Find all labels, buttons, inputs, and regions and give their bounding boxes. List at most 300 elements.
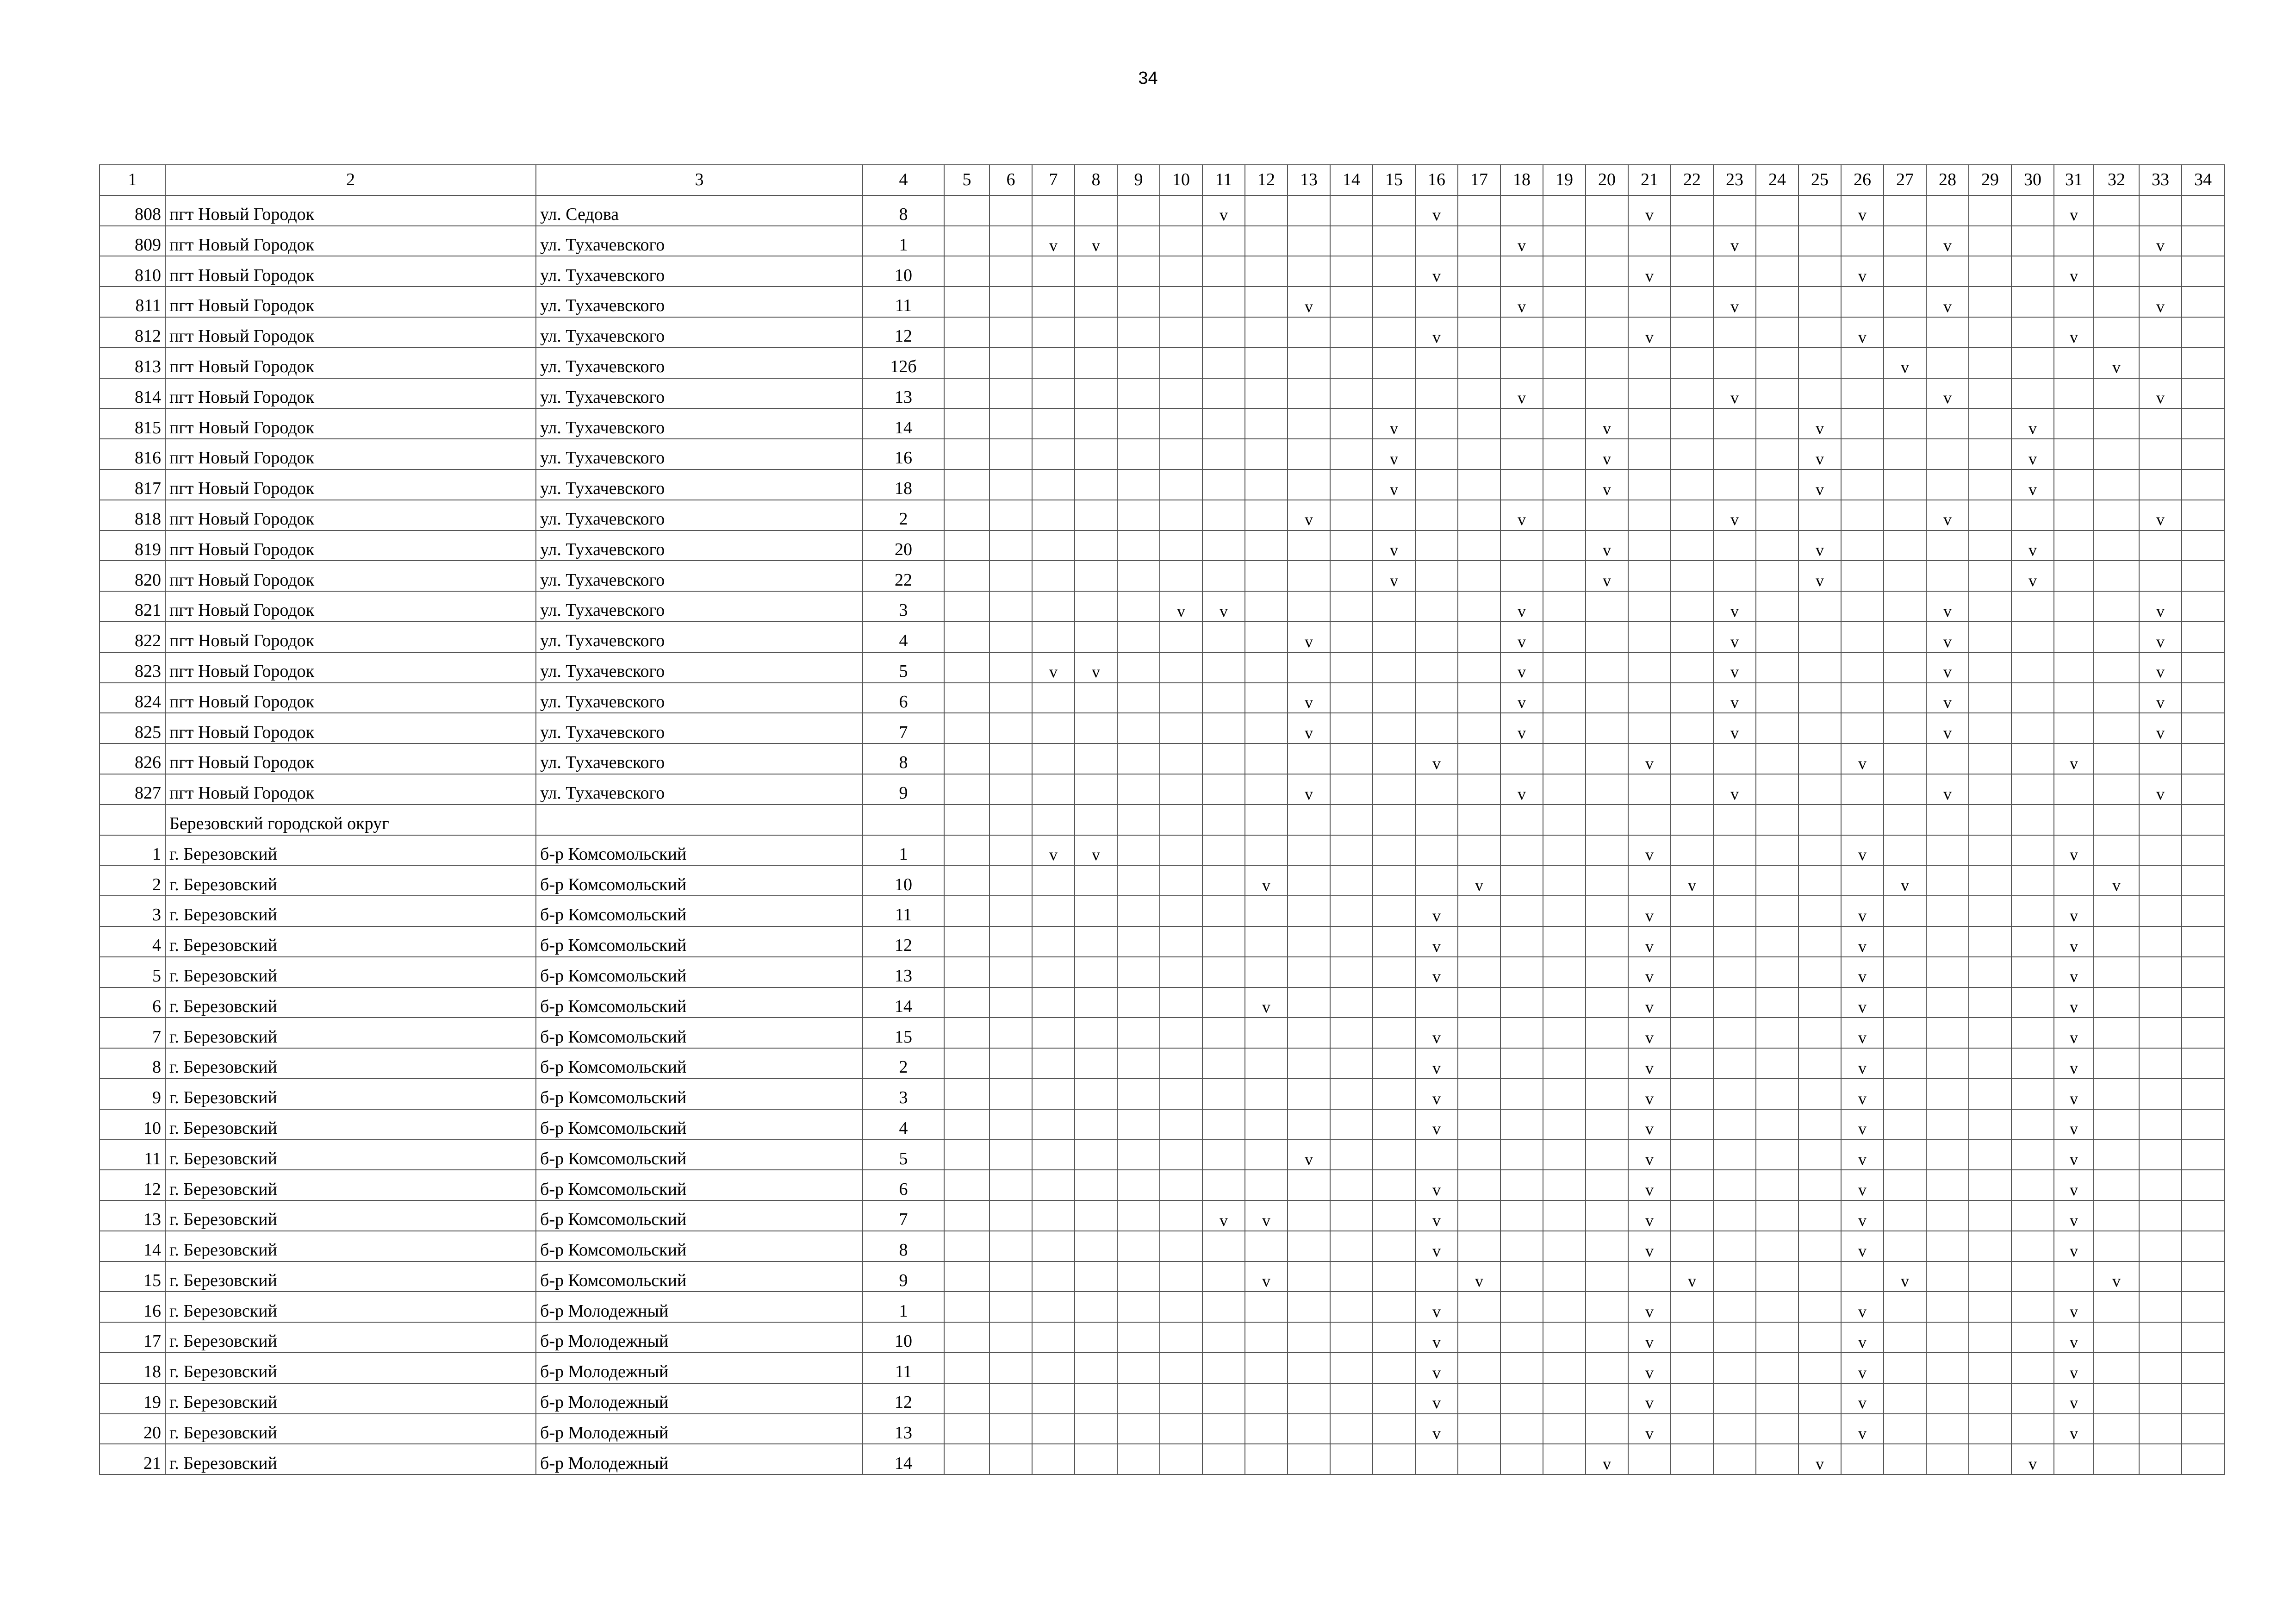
empty-cell bbox=[1202, 439, 1245, 469]
table-row bbox=[100, 622, 2224, 652]
check-mark: v bbox=[2139, 226, 2182, 256]
empty-cell bbox=[2139, 195, 2182, 226]
empty-cell bbox=[2139, 348, 2182, 378]
empty-cell bbox=[2139, 1079, 2182, 1109]
empty-cell bbox=[1075, 1231, 1117, 1262]
empty-cell bbox=[944, 774, 989, 805]
empty-cell bbox=[1671, 195, 1713, 226]
empty-cell bbox=[1202, 1414, 1245, 1444]
empty-cell bbox=[1756, 1262, 1798, 1292]
empty-cell bbox=[1373, 1140, 1415, 1170]
table-row bbox=[100, 1231, 2224, 1262]
empty-cell bbox=[2094, 987, 2139, 1018]
empty-cell bbox=[1117, 805, 1160, 835]
empty-cell bbox=[1458, 408, 1500, 439]
check-mark: v bbox=[1288, 500, 1330, 531]
empty-cell bbox=[1117, 743, 1160, 774]
street-cell: ул. Тухачевского bbox=[536, 743, 863, 774]
empty-cell bbox=[2182, 469, 2224, 500]
row-number: 822 bbox=[100, 622, 165, 652]
empty-cell bbox=[2139, 1140, 2182, 1170]
empty-cell bbox=[1713, 865, 1756, 896]
empty-cell bbox=[2011, 926, 2054, 957]
header-cell: 25 bbox=[1798, 165, 1841, 195]
check-mark: v bbox=[2054, 1048, 2094, 1079]
check-mark: v bbox=[2054, 1200, 2094, 1231]
empty-cell bbox=[1160, 1262, 1202, 1292]
house-cell: 15 bbox=[863, 1018, 944, 1048]
empty-cell bbox=[1841, 805, 1884, 835]
empty-cell bbox=[1628, 531, 1671, 561]
empty-cell bbox=[1330, 926, 1373, 957]
table-row bbox=[100, 1444, 2224, 1474]
empty-cell bbox=[2011, 622, 2054, 652]
header-cell: 29 bbox=[1969, 165, 2011, 195]
check-mark: v bbox=[1628, 1200, 1671, 1231]
check-mark: v bbox=[1798, 531, 1841, 561]
empty-cell bbox=[2182, 1170, 2224, 1200]
check-mark: v bbox=[1373, 469, 1415, 500]
empty-cell bbox=[1160, 957, 1202, 987]
empty-cell bbox=[1500, 1200, 1543, 1231]
empty-cell bbox=[1117, 1200, 1160, 1231]
check-mark: v bbox=[2054, 1414, 2094, 1444]
empty-cell bbox=[1969, 348, 2011, 378]
empty-cell bbox=[1969, 1200, 2011, 1231]
empty-cell bbox=[1628, 408, 1671, 439]
empty-cell bbox=[1288, 1414, 1330, 1444]
settlement-cell: г. Березовский bbox=[165, 1018, 536, 1048]
row-number: 819 bbox=[100, 531, 165, 561]
empty-cell bbox=[1884, 591, 1926, 622]
row-number: 16 bbox=[100, 1292, 165, 1322]
check-mark: v bbox=[1628, 1414, 1671, 1444]
empty-cell bbox=[1245, 1322, 1288, 1353]
empty-cell bbox=[1713, 1048, 1756, 1079]
empty-cell bbox=[1373, 743, 1415, 774]
check-mark: v bbox=[1415, 1200, 1458, 1231]
empty-cell bbox=[1628, 591, 1671, 622]
empty-cell bbox=[1160, 469, 1202, 500]
empty-cell bbox=[944, 317, 989, 348]
empty-cell bbox=[1032, 256, 1075, 287]
empty-cell bbox=[1671, 591, 1713, 622]
empty-cell bbox=[1288, 1109, 1330, 1140]
empty-cell bbox=[1288, 1292, 1330, 1322]
empty-cell bbox=[1330, 1444, 1373, 1474]
street-cell: ул. Тухачевского bbox=[536, 439, 863, 469]
empty-cell bbox=[1075, 1200, 1117, 1231]
empty-cell bbox=[1798, 348, 1841, 378]
house-cell: 12 bbox=[863, 317, 944, 348]
empty-cell bbox=[2182, 805, 2224, 835]
empty-cell bbox=[1032, 1292, 1075, 1322]
empty-cell bbox=[1884, 957, 1926, 987]
check-mark: v bbox=[1500, 713, 1543, 743]
empty-cell bbox=[1926, 1262, 1969, 1292]
check-mark: v bbox=[1500, 226, 1543, 256]
check-mark: v bbox=[1500, 591, 1543, 622]
settlement-cell: г. Березовский bbox=[165, 835, 536, 866]
empty-cell bbox=[1075, 1140, 1117, 1170]
row-number: 10 bbox=[100, 1109, 165, 1140]
empty-cell bbox=[1500, 1383, 1543, 1414]
empty-cell bbox=[1032, 1322, 1075, 1353]
check-mark: v bbox=[1841, 1048, 1884, 1079]
empty-cell bbox=[1288, 1383, 1330, 1414]
header-cell: 7 bbox=[1032, 165, 1075, 195]
check-mark: v bbox=[1415, 1079, 1458, 1109]
empty-cell bbox=[1586, 1231, 1628, 1262]
table-row bbox=[100, 408, 2224, 439]
empty-cell bbox=[1926, 1170, 1969, 1200]
header-cell: 13 bbox=[1288, 165, 1330, 195]
empty-cell bbox=[1671, 896, 1713, 926]
empty-cell bbox=[2011, 195, 2054, 226]
empty-cell bbox=[1500, 1231, 1543, 1262]
check-mark: v bbox=[1458, 865, 1500, 896]
check-mark: v bbox=[2094, 865, 2139, 896]
empty-cell bbox=[1586, 1383, 1628, 1414]
empty-cell bbox=[1926, 195, 1969, 226]
empty-cell bbox=[1798, 1170, 1841, 1200]
empty-cell bbox=[1586, 1048, 1628, 1079]
row-number: 9 bbox=[100, 1079, 165, 1109]
empty-cell bbox=[1969, 1079, 2011, 1109]
empty-cell bbox=[1202, 1444, 1245, 1474]
empty-cell bbox=[1075, 1018, 1117, 1048]
empty-cell bbox=[1969, 531, 2011, 561]
check-mark: v bbox=[1713, 774, 1756, 805]
empty-cell bbox=[1458, 469, 1500, 500]
street-cell: ул. Тухачевского bbox=[536, 622, 863, 652]
empty-cell bbox=[1458, 317, 1500, 348]
empty-cell bbox=[1202, 1262, 1245, 1292]
empty-cell bbox=[1373, 1353, 1415, 1383]
empty-cell bbox=[989, 835, 1032, 866]
check-mark: v bbox=[1415, 1322, 1458, 1353]
empty-cell bbox=[1841, 713, 1884, 743]
empty-cell bbox=[1543, 1353, 1586, 1383]
empty-cell bbox=[1969, 287, 2011, 317]
empty-cell bbox=[1884, 1170, 1926, 1200]
empty-cell bbox=[1032, 1444, 1075, 1474]
header-cell: 34 bbox=[2182, 165, 2224, 195]
header-cell: 20 bbox=[1586, 165, 1628, 195]
empty-cell bbox=[1075, 348, 1117, 378]
check-mark: v bbox=[1841, 1383, 1884, 1414]
table-row bbox=[100, 317, 2224, 348]
schedule-table bbox=[99, 164, 2225, 1475]
empty-cell bbox=[944, 500, 989, 531]
table-row bbox=[100, 1018, 2224, 1048]
empty-cell bbox=[944, 835, 989, 866]
empty-cell bbox=[989, 317, 1032, 348]
empty-cell bbox=[2182, 1383, 2224, 1414]
empty-cell bbox=[1713, 805, 1756, 835]
empty-cell bbox=[1458, 256, 1500, 287]
empty-cell bbox=[2094, 439, 2139, 469]
empty-cell bbox=[1798, 1140, 1841, 1170]
empty-cell bbox=[1245, 743, 1288, 774]
check-mark: v bbox=[2054, 896, 2094, 926]
empty-cell bbox=[1075, 1048, 1117, 1079]
empty-cell bbox=[2139, 1444, 2182, 1474]
empty-cell bbox=[1500, 408, 1543, 439]
empty-cell bbox=[2011, 500, 2054, 531]
check-mark: v bbox=[1841, 256, 1884, 287]
check-mark: v bbox=[1415, 1353, 1458, 1383]
empty-cell bbox=[989, 439, 1032, 469]
empty-cell bbox=[1245, 957, 1288, 987]
empty-cell bbox=[2094, 256, 2139, 287]
empty-cell bbox=[1926, 1109, 1969, 1140]
empty-cell bbox=[1756, 1140, 1798, 1170]
empty-cell bbox=[1884, 1231, 1926, 1262]
settlement-cell: г. Березовский bbox=[165, 1353, 536, 1383]
header-cell: 31 bbox=[2054, 165, 2094, 195]
empty-cell bbox=[1713, 1383, 1756, 1414]
table-row bbox=[100, 896, 2224, 926]
empty-cell bbox=[1117, 896, 1160, 926]
empty-cell bbox=[1841, 591, 1884, 622]
empty-cell bbox=[1884, 774, 1926, 805]
empty-cell bbox=[944, 226, 989, 256]
empty-cell bbox=[1841, 439, 1884, 469]
house-cell: 5 bbox=[863, 1140, 944, 1170]
check-mark: v bbox=[1586, 1444, 1628, 1474]
empty-cell bbox=[1671, 1140, 1713, 1170]
check-mark: v bbox=[1415, 1414, 1458, 1444]
empty-cell bbox=[1500, 1079, 1543, 1109]
row-number: 2 bbox=[100, 865, 165, 896]
empty-cell bbox=[1798, 287, 1841, 317]
empty-cell bbox=[1330, 805, 1373, 835]
row-number: 13 bbox=[100, 1200, 165, 1231]
house-cell: 11 bbox=[863, 896, 944, 926]
empty-cell bbox=[1841, 622, 1884, 652]
settlement-cell: г. Березовский bbox=[165, 1048, 536, 1079]
check-mark: v bbox=[2054, 1353, 2094, 1383]
table-row bbox=[100, 439, 2224, 469]
empty-cell bbox=[1032, 896, 1075, 926]
house-cell: 10 bbox=[863, 1322, 944, 1353]
empty-cell bbox=[2011, 896, 2054, 926]
empty-cell bbox=[1586, 805, 1628, 835]
empty-cell bbox=[1160, 1444, 1202, 1474]
empty-cell bbox=[1713, 835, 1756, 866]
empty-cell bbox=[2182, 896, 2224, 926]
empty-cell bbox=[1202, 1170, 1245, 1200]
check-mark: v bbox=[1713, 652, 1756, 683]
empty-cell bbox=[1586, 500, 1628, 531]
empty-cell bbox=[1628, 713, 1671, 743]
check-mark: v bbox=[1628, 256, 1671, 287]
empty-cell bbox=[2011, 1048, 2054, 1079]
empty-cell bbox=[1543, 195, 1586, 226]
header-cell: 18 bbox=[1500, 165, 1543, 195]
empty-cell bbox=[1671, 743, 1713, 774]
empty-cell bbox=[1841, 287, 1884, 317]
empty-cell bbox=[1543, 500, 1586, 531]
empty-cell bbox=[989, 865, 1032, 896]
settlement-cell: г. Березовский bbox=[165, 1079, 536, 1109]
check-mark: v bbox=[1586, 561, 1628, 591]
empty-cell bbox=[1330, 348, 1373, 378]
empty-cell bbox=[1586, 1140, 1628, 1170]
empty-cell bbox=[2182, 256, 2224, 287]
empty-cell bbox=[1798, 622, 1841, 652]
empty-cell bbox=[1841, 348, 1884, 378]
empty-cell bbox=[944, 805, 989, 835]
house-cell: 3 bbox=[863, 591, 944, 622]
check-mark: v bbox=[1032, 835, 1075, 866]
empty-cell bbox=[1500, 1414, 1543, 1444]
empty-cell bbox=[2139, 1292, 2182, 1322]
empty-cell bbox=[1543, 226, 1586, 256]
empty-cell bbox=[2094, 774, 2139, 805]
empty-cell bbox=[989, 1292, 1032, 1322]
empty-cell bbox=[1756, 378, 1798, 409]
empty-cell bbox=[2182, 1444, 2224, 1474]
empty-cell bbox=[1032, 531, 1075, 561]
empty-cell bbox=[1202, 1383, 1245, 1414]
check-mark: v bbox=[1841, 1414, 1884, 1444]
empty-cell bbox=[1969, 1292, 2011, 1322]
empty-cell bbox=[1628, 469, 1671, 500]
check-mark: v bbox=[1841, 1109, 1884, 1140]
empty-cell bbox=[1245, 439, 1288, 469]
check-mark: v bbox=[1500, 622, 1543, 652]
empty-cell bbox=[1373, 652, 1415, 683]
empty-cell bbox=[1458, 226, 1500, 256]
empty-cell bbox=[2011, 1322, 2054, 1353]
empty-cell bbox=[944, 469, 989, 500]
empty-cell bbox=[2182, 317, 2224, 348]
empty-cell bbox=[2011, 287, 2054, 317]
check-mark: v bbox=[1628, 1079, 1671, 1109]
empty-cell bbox=[1798, 957, 1841, 987]
empty-cell bbox=[1543, 835, 1586, 866]
check-mark: v bbox=[1628, 1353, 1671, 1383]
empty-cell bbox=[1884, 652, 1926, 683]
empty-cell bbox=[2054, 713, 2094, 743]
empty-cell bbox=[1798, 1200, 1841, 1231]
empty-cell bbox=[2054, 1444, 2094, 1474]
check-mark: v bbox=[1841, 1231, 1884, 1262]
empty-cell bbox=[1032, 1140, 1075, 1170]
empty-cell bbox=[1330, 1383, 1373, 1414]
street-cell: б-р Молодежный bbox=[536, 1353, 863, 1383]
empty-cell bbox=[1841, 226, 1884, 256]
empty-cell bbox=[2094, 378, 2139, 409]
empty-cell bbox=[944, 622, 989, 652]
empty-cell bbox=[1671, 1018, 1713, 1048]
empty-cell bbox=[2182, 531, 2224, 561]
header-cell: 32 bbox=[2094, 165, 2139, 195]
empty-cell bbox=[1543, 348, 1586, 378]
empty-cell bbox=[989, 805, 1032, 835]
empty-cell bbox=[1798, 1322, 1841, 1353]
empty-cell bbox=[1543, 774, 1586, 805]
empty-cell bbox=[1926, 1048, 1969, 1079]
empty-cell bbox=[1288, 561, 1330, 591]
empty-cell bbox=[1671, 1200, 1713, 1231]
check-mark: v bbox=[1628, 896, 1671, 926]
empty-cell bbox=[1202, 896, 1245, 926]
empty-cell bbox=[1756, 1200, 1798, 1231]
empty-cell bbox=[2182, 683, 2224, 713]
empty-cell bbox=[1117, 317, 1160, 348]
row-number: 809 bbox=[100, 226, 165, 256]
empty-cell bbox=[2139, 1322, 2182, 1353]
empty-cell bbox=[1245, 195, 1288, 226]
empty-cell bbox=[1373, 1109, 1415, 1140]
settlement-cell: г. Березовский bbox=[165, 957, 536, 987]
empty-cell bbox=[1330, 1109, 1373, 1140]
empty-cell bbox=[1245, 1292, 1288, 1322]
empty-cell bbox=[989, 469, 1032, 500]
empty-cell bbox=[1884, 805, 1926, 835]
empty-cell bbox=[1075, 774, 1117, 805]
empty-cell bbox=[1415, 622, 1458, 652]
empty-cell bbox=[2054, 287, 2094, 317]
empty-cell bbox=[1756, 926, 1798, 957]
empty-cell bbox=[1500, 1140, 1543, 1170]
header-cell: 12 bbox=[1245, 165, 1288, 195]
empty-cell bbox=[1969, 957, 2011, 987]
check-mark: v bbox=[1628, 317, 1671, 348]
settlement-cell: г. Березовский bbox=[165, 1170, 536, 1200]
table-row bbox=[100, 469, 2224, 500]
empty-cell bbox=[944, 1018, 989, 1048]
row-number: 18 bbox=[100, 1353, 165, 1383]
empty-cell bbox=[2054, 378, 2094, 409]
empty-cell bbox=[2011, 1109, 2054, 1140]
empty-cell bbox=[2182, 287, 2224, 317]
empty-cell bbox=[1798, 378, 1841, 409]
street-cell: ул. Тухачевского bbox=[536, 287, 863, 317]
empty-cell bbox=[1926, 561, 1969, 591]
empty-cell bbox=[1288, 1444, 1330, 1474]
empty-cell bbox=[944, 1048, 989, 1079]
settlement-cell: пгт Новый Городок bbox=[165, 531, 536, 561]
empty-cell bbox=[989, 195, 1032, 226]
empty-cell bbox=[1713, 1262, 1756, 1292]
empty-cell bbox=[1671, 1109, 1713, 1140]
empty-cell bbox=[1075, 622, 1117, 652]
empty-cell bbox=[1969, 926, 2011, 957]
empty-cell bbox=[1245, 652, 1288, 683]
street-cell: б-р Комсомольский bbox=[536, 1170, 863, 1200]
empty-cell bbox=[1245, 348, 1288, 378]
empty-cell bbox=[1884, 743, 1926, 774]
check-mark: v bbox=[1628, 1383, 1671, 1414]
empty-cell bbox=[944, 896, 989, 926]
empty-cell bbox=[1373, 378, 1415, 409]
empty-cell bbox=[1543, 1262, 1586, 1292]
empty-cell bbox=[1543, 622, 1586, 652]
empty-cell bbox=[1032, 805, 1075, 835]
empty-cell bbox=[1798, 1018, 1841, 1048]
empty-cell bbox=[1969, 713, 2011, 743]
street-cell: ул. Тухачевского bbox=[536, 652, 863, 683]
empty-cell bbox=[1543, 256, 1586, 287]
empty-cell bbox=[2094, 561, 2139, 591]
empty-cell bbox=[1415, 531, 1458, 561]
table-row bbox=[100, 1353, 2224, 1383]
empty-cell bbox=[1032, 683, 1075, 713]
